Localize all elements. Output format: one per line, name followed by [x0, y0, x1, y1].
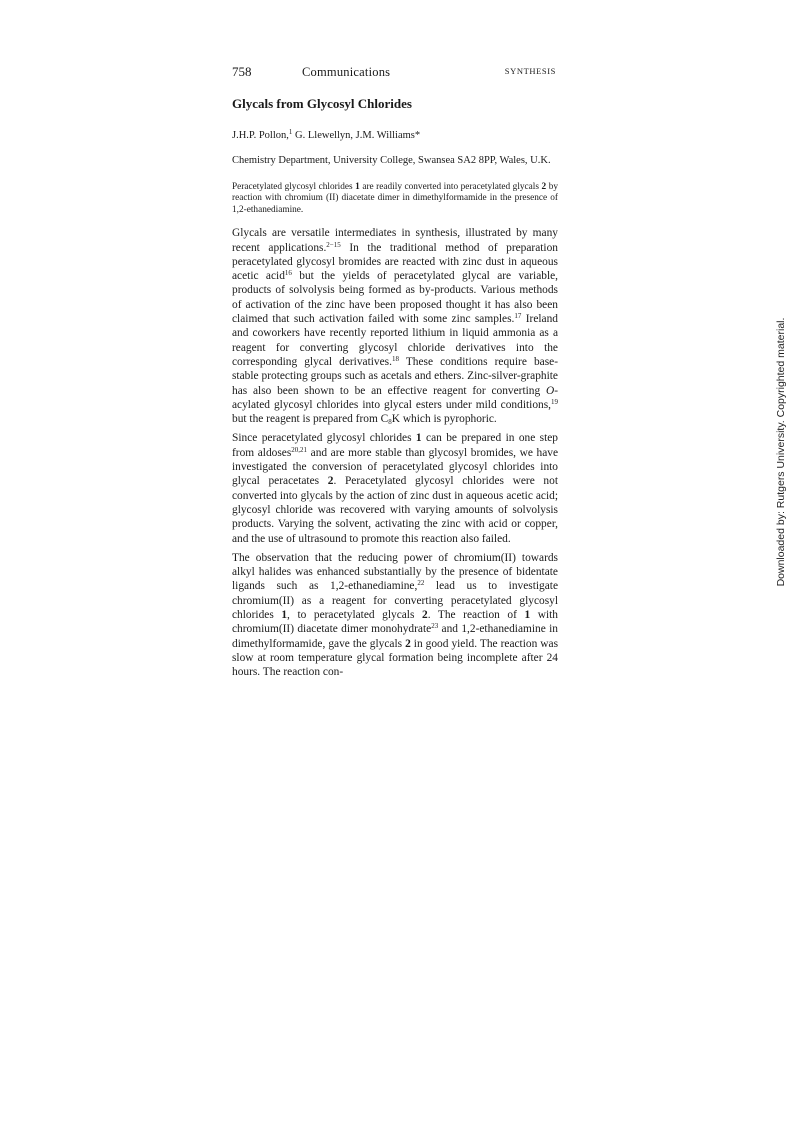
compound-number: 1	[355, 181, 360, 192]
compound-number: 2	[405, 637, 411, 650]
paragraph-3	[232, 551, 558, 680]
compound-number: 2	[327, 475, 334, 488]
body-text: Glycals are versatile intermediates in synthesis, illustrated by many recent applications.	[232, 227, 558, 254]
author-list	[232, 130, 558, 141]
compound-number: 2	[541, 181, 547, 192]
body-text: can be prepared in one step from aldoses	[232, 432, 558, 459]
affiliation: Chemistry Department, University College, Swansea SA2 8PP, Wales, U.K.	[232, 155, 551, 166]
citation-ref: 16	[284, 269, 292, 278]
running-header	[232, 64, 556, 84]
author-footnote-ref: 1	[288, 128, 293, 136]
body-text: but the yields of peracetylated glycal are variable, products of solvolysis being formed as by-products. Various methods of activation of the zinc have been proposed thought it has also been claimed that such activation failed with some zinc samples.	[232, 270, 559, 326]
page-number: 758	[232, 64, 252, 79]
body-text: These conditions require base-stable protecting groups such as acetals and ethers. Zinc-silver-graphite has also been shown to be an effective reagent for converting	[232, 355, 558, 397]
body-text: -acylated glycosyl chlorides into glycal esters under mild conditions,	[232, 384, 558, 411]
body-text: in good yield. The reaction was slow at room temperature glycal formation being incomplete after 24 hours. The reaction con-	[232, 637, 559, 679]
citation-ref: 18	[391, 354, 399, 363]
author-others: G. Llewellyn, J.M. Williams*	[292, 130, 421, 141]
download-watermark-note: Downloaded by: Rutgers University. Copyrighted material.	[775, 317, 787, 587]
body-text: Since peracetylated glycosyl chlorides	[232, 432, 416, 445]
body-text: and 1,2-ethanediamine in dimethylformamide, gave the glycals	[232, 623, 558, 650]
body-text: and are more stable than glycosyl bromides, we have investigated the conversion of peracetylated glycosyl chlorides into glycal peracetates	[232, 446, 558, 488]
italic-text: O	[545, 384, 555, 397]
body-text: , to peracetylated glycals	[287, 609, 422, 621]
journal-name: SYNTHESIS	[504, 66, 556, 76]
body-text: lead us to investigate chromium(II) as a reagent for converting peracetylated glycosyl chlorides	[232, 580, 559, 621]
citation-ref: 2−15	[326, 240, 341, 249]
author-first: J.H.P. Pollon,	[232, 130, 289, 141]
body-text: The observation that the reducing power of chromium(II) towards alkyl halides was enhanced substantially by the presence of bidentate ligands such as 1,2-ethanediamine,	[232, 551, 558, 593]
abstract-text: by reaction with chromium (II) diacetate dimer in dimethylformamide in the presence of 1,2-ethanediamine.	[232, 181, 558, 215]
paragraph-2	[232, 431, 558, 545]
compound-number: 2	[421, 609, 428, 621]
compound-number: 1	[524, 609, 531, 621]
article	[232, 96, 558, 684]
section-label: Communications	[302, 65, 391, 79]
article-title: Glycals from Glycosyl Chlorides	[232, 96, 412, 111]
citation-ref: 22	[417, 579, 425, 588]
body-text: but the reagent is prepared from C	[232, 413, 389, 426]
compound-number: 1	[281, 609, 288, 621]
body-text: . The reaction of	[427, 609, 525, 621]
body-text: with chromium(II) diacetate dimer monohydrate	[232, 609, 558, 636]
citation-ref: 17	[514, 312, 522, 321]
abstract-text: are readily converted into peracetylated glycals	[359, 181, 542, 192]
body-text: Ireland and coworkers have recently reported lithium in liquid ammonia as a reagent for converting glycosyl chloride derivatives into the corresponding glycal derivatives.	[232, 313, 558, 368]
subscript: 8	[388, 418, 392, 427]
citation-ref: 19	[551, 397, 558, 406]
compound-number: 1	[415, 432, 422, 445]
body-text: K which is pyrophoric.	[391, 413, 497, 426]
citation-ref: 20,21	[291, 445, 308, 454]
abstract-text: Peracetylated glycosyl chlorides	[232, 181, 356, 192]
body-text: . Peracetylated glycosyl chlorides were not converted into glycals by the action of zinc dust in aqueous acetic acid; glycosyl chloride was recovered with varying amounts of solvolysis products. Varying the solvent, activating the zinc with acid or copper, and the use of ultrasound to promote this reaction also failed.	[232, 475, 558, 545]
citation-ref: 23	[431, 622, 439, 631]
body-text: In the traditional method of preparation peracetylated glycosyl bromides are reacted with zinc dust in aqueous acetic acid	[232, 241, 558, 283]
abstract	[232, 182, 558, 217]
paragraph-1	[232, 226, 558, 426]
article-body	[232, 226, 558, 679]
